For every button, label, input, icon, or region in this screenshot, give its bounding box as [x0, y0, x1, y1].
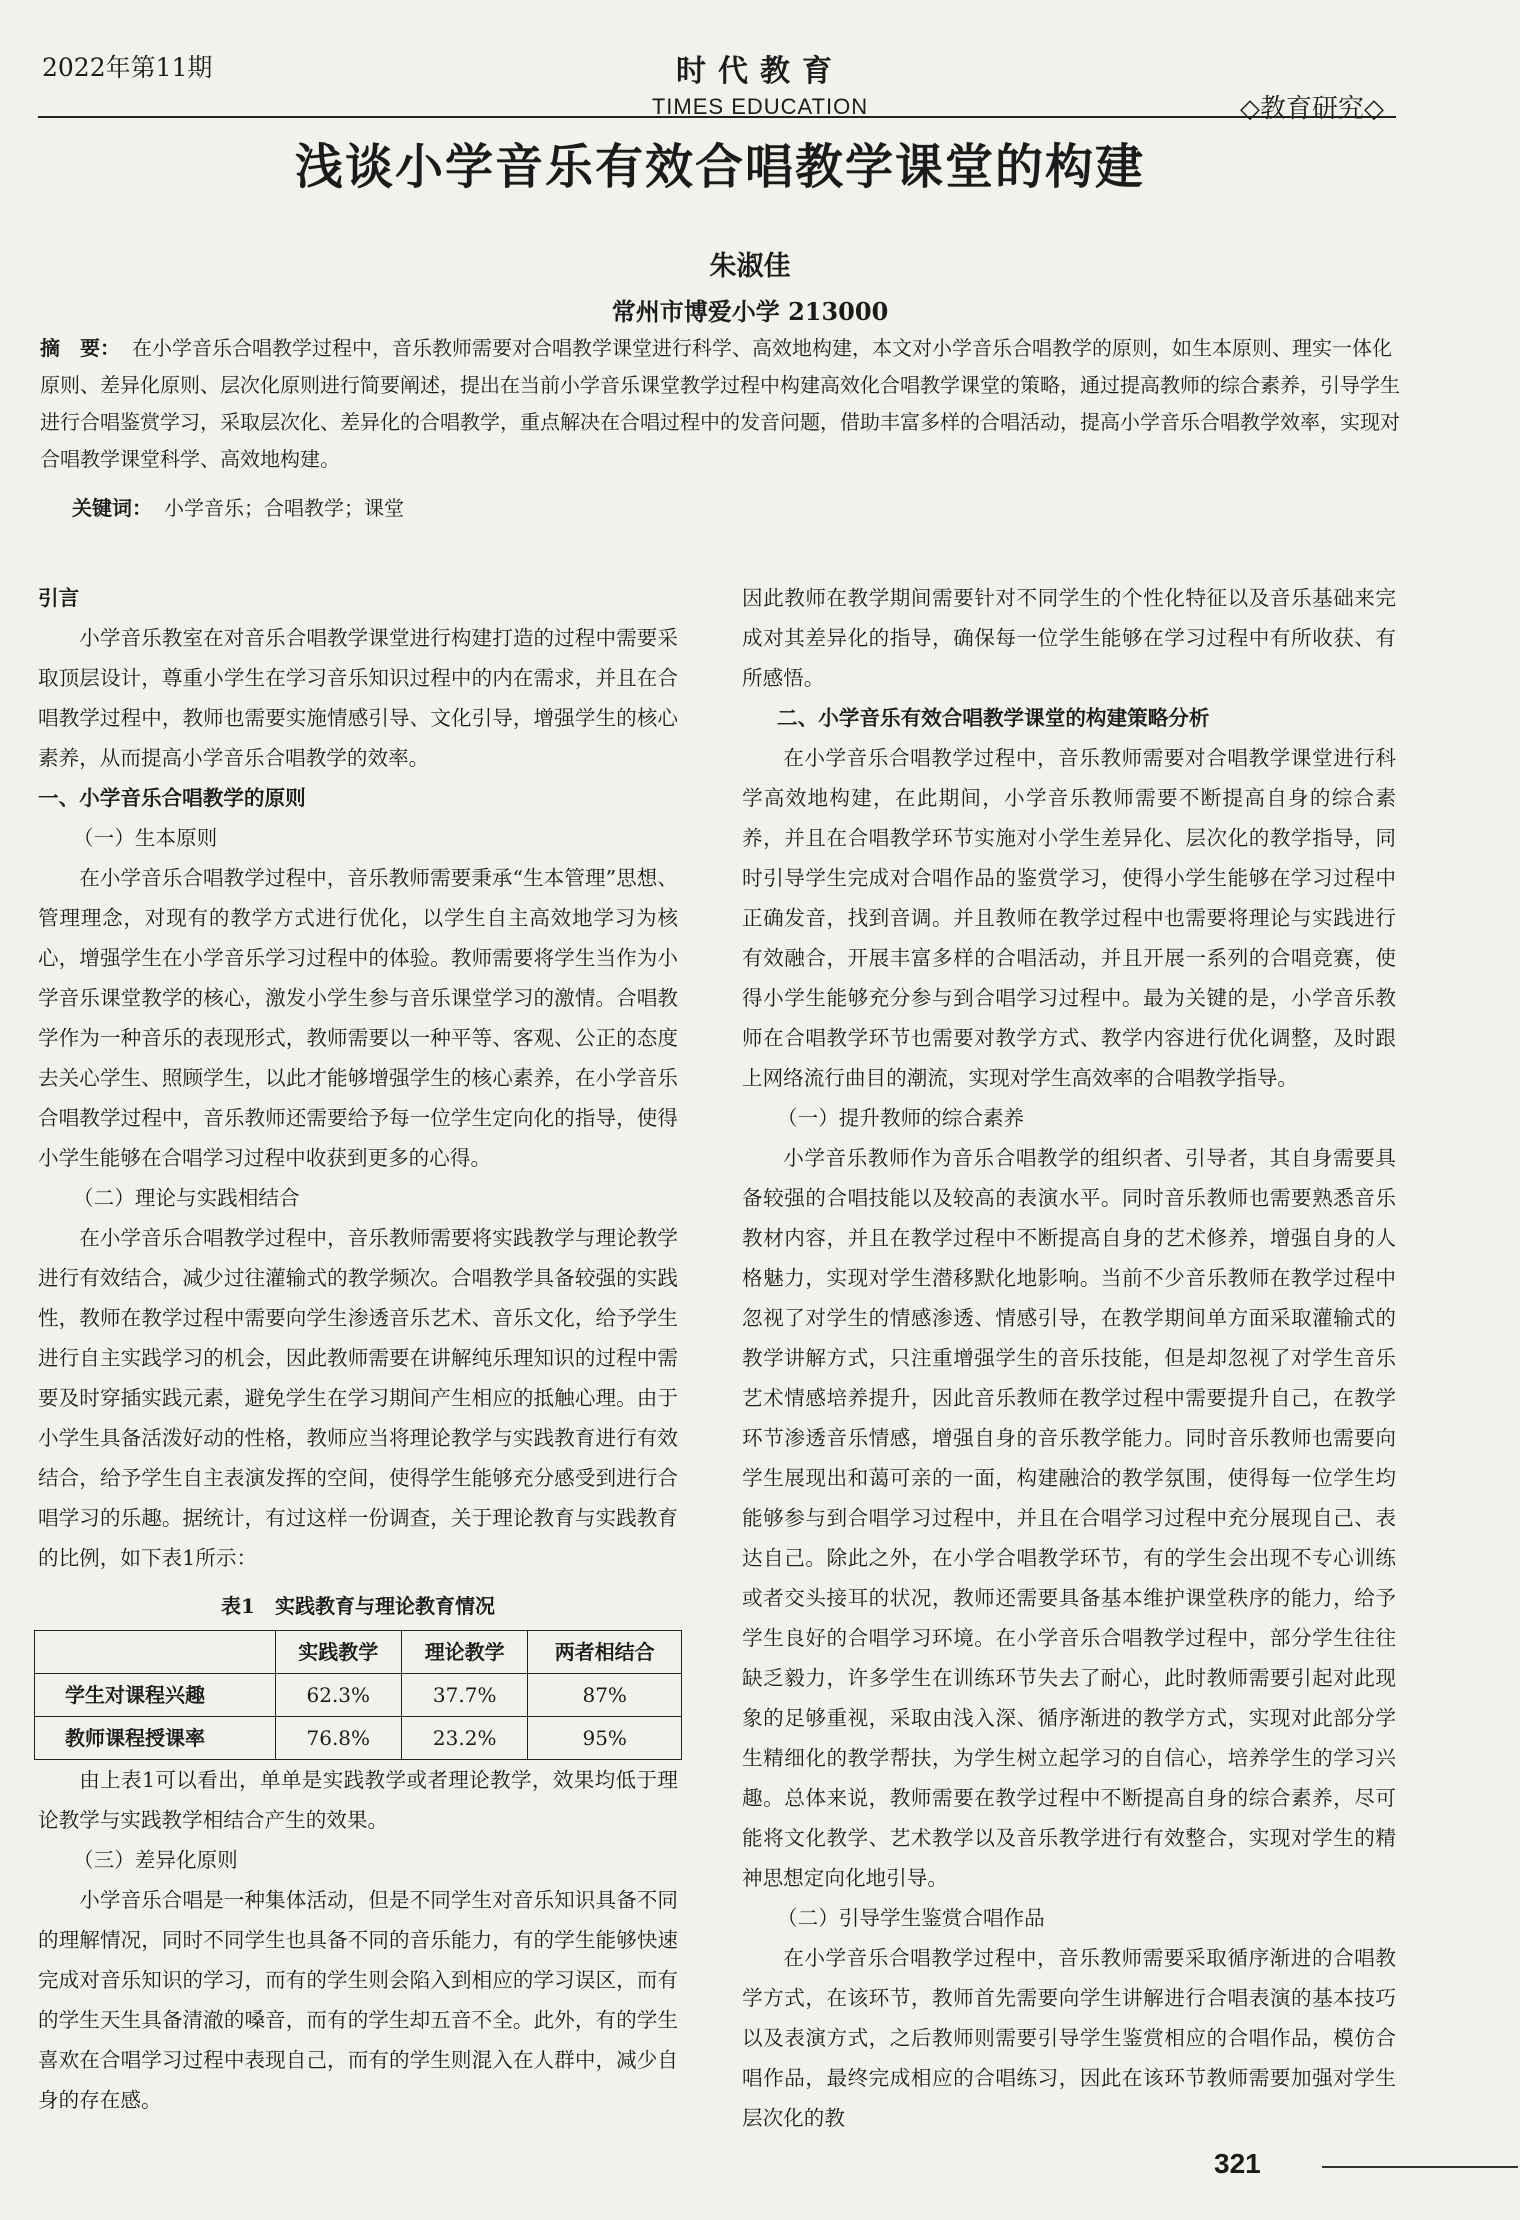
section-1-1-heading: （一）生本原则 [73, 826, 218, 850]
table-row [35, 1674, 682, 1717]
journal-masthead [560, 46, 960, 120]
table-header-cell: 两者相结合 [528, 1631, 682, 1674]
header-divider [38, 116, 1396, 118]
table-cell: 76.8% [275, 1717, 401, 1760]
data-table [34, 1630, 682, 1760]
section-2-2-paragraph: 在小学音乐合唱教学过程中，音乐教师需要采取循序渐进的合唱教学方式，在该环节，教师首先需要向学生讲解进行合唱表演的基本技巧以及表演方式，之后教师则需要引导学生鉴赏相应的合唱作品，模仿合唱作品，最终完成相应的合唱练习，因此在该环节教师需要加强对学生层次化的教 [742, 1946, 1396, 2130]
section-1-2-paragraph: 在小学音乐合唱教学过程中，音乐教师需要将实践教学与理论教学进行有效结合，减少过往灌输式的教学频次。合唱教学具备较强的实践性，教师在教学过程中需要向学生渗透音乐艺术、音乐文化，给予学生进行自主实践学习的机会，因此教师需要在讲解纯乐理知识的过程中需要及时穿插实践元素，避免学生在学习期间产生相应的抵触心理。由于小学生具备活泼好动的性格，教师应当将理论教学与实践教育进行有效结合，给予学生自主表演发挥的空间，使得学生能够充分感受到进行合唱学习的乐趣。据统计，有过这样一份调查，关于理论教育与实践教育的比例，如下表1所示： [38, 1226, 678, 1570]
left-column [38, 578, 678, 2120]
table-cell: 23.2% [401, 1717, 527, 1760]
section-label: ◇教育研究◇ [1240, 94, 1384, 124]
keywords-text: 小学音乐；合唱教学；课堂 [164, 496, 404, 520]
abstract-label: 摘 要： [40, 336, 120, 360]
keywords-label: 关键词： [72, 496, 152, 520]
intro-paragraph: 小学音乐教室在对音乐合唱教学课堂进行构建打造的过程中需要采取顶层设计，尊重小学生在学习音乐知识过程中的内在需求，并且在合唱教学过程中，教师也需要实施情感引导、文化引导，增强学生的核心素养，从而提高小学音乐合唱教学的效率。 [38, 626, 678, 770]
author-affiliation: 常州市博爱小学 213000 [611, 297, 889, 326]
journal-name-en: TIMES EDUCATION [651, 94, 869, 119]
section-2-2-heading: （二）引导学生鉴赏合唱作品 [777, 1906, 1045, 1930]
table-caption: 表1 实践教育与理论教育情况 [221, 1594, 495, 1618]
table-cell: 62.3% [275, 1674, 401, 1717]
after-table-paragraph: 由上表1可以看出，单单是实践教学或者理论教学，效果均低于理论教学与实践教学相结合产生的效果。 [38, 1768, 678, 1832]
journal-name-cn: 时代教育 [676, 54, 844, 89]
page-number: 321 [1214, 2148, 1261, 2179]
table-cell: 87% [528, 1674, 682, 1717]
keywords [72, 492, 972, 521]
section-1-heading: 一、小学音乐合唱教学的原则 [38, 786, 306, 810]
section-1-3-paragraph: 小学音乐合唱是一种集体活动，但是不同学生对音乐知识具备不同的理解情况，同时不同学生也具备不同的音乐能力，有的学生能够快速完成对音乐知识的学习，而有的学生则会陷入到相应的学习误区，而有的学生天生具备清澈的嗓音，而有的学生却五音不全。此外，有的学生喜欢在合唱学习过程中表现自己，而有的学生则混入在人群中，减少自身的存在感。 [38, 1888, 678, 2112]
table-row-label: 学生对课程兴趣 [35, 1674, 276, 1717]
article-title: 浅谈小学音乐有效合唱教学课堂的构建 [294, 139, 1145, 195]
table-row-label: 教师课程授课率 [35, 1717, 276, 1760]
footer-rule [1322, 2166, 1518, 2168]
section-1-2-heading: （二）理论与实践相结合 [73, 1186, 300, 1210]
right-column [742, 578, 1396, 2138]
table-cell: 37.7% [401, 1674, 527, 1717]
section-1-1-paragraph: 在小学音乐合唱教学过程中，音乐教师需要秉承“生本管理”思想、管理理念，对现有的教学方式进行优化，以学生自主高效地学习为核心，增强学生在小学音乐学习过程中的体验。教师需要将学生当作为小学音乐课堂教学的核心，激发小学生参与音乐课堂学习的激情。合唱教学作为一种音乐的表现形式，教师需要以一种平等、客观、公正的态度去关心学生、照顾学生，以此才能够增强学生的核心素养，在小学音乐合唱教学过程中，音乐教师还需要给予每一位学生定向化的指导，使得小学生能够在合唱学习过程中收获到更多的心得。 [38, 866, 678, 1170]
section-2-heading: 二、小学音乐有效合唱教学课堂的构建策略分析 [777, 706, 1210, 730]
issue-label: 2022年第11期 [42, 53, 213, 82]
section-2-paragraph: 在小学音乐合唱教学过程中，音乐教师需要对合唱教学课堂进行科学高效地构建，在此期间，小学音乐教师需要不断提高自身的综合素养，并且在合唱教学环节实施对小学生差异化、层次化的教学指导，同时引导学生完成对合唱作品的鉴赏学习，使得小学生能够在学习过程中正确发音，找到音调。并且教师在教学过程中也需要将理论与实践进行有效融合，开展丰富多样的合唱活动，并且开展一系列的合唱竞赛，使得小学生能够充分参与到合唱学习过程中。最为关键的是，小学音乐教师在合唱教学环节也需要对教学方式、教学内容进行优化调整，及时跟上网络流行曲目的潮流，实现对学生高效率的合唱教学指导。 [742, 746, 1396, 1090]
table-header-cell [35, 1631, 276, 1674]
table-header-row [35, 1631, 682, 1674]
abstract [40, 330, 1400, 478]
section-2-1-paragraph: 小学音乐教师作为音乐合唱教学的组织者、引导者，其自身需要具备较强的合唱技能以及较高的表演水平。同时音乐教师也需要熟悉音乐教材内容，并且在教学过程中不断提高自身的艺术修养，增强自身的人格魅力，实现对学生潜移默化地影响。当前不少音乐教师在教学过程中忽视了对学生的情感渗透、情感引导，在教学期间单方面采取灌输式的教学讲解方式，只注重增强学生的音乐技能，但是却忽视了对学生音乐艺术情感培养提升，因此音乐教师在教学过程中需要提升自己，在教学环节渗透音乐情感，增强自身的音乐教学能力。同时音乐教师也需要向学生展现出和蔼可亲的一面，构建融洽的教学氛围，使得每一位学生均能够参与到合唱学习过程中，并且在合唱学习过程中充分展现自己、表达自己。除此之外，在小学合唱教学环节，有的学生会出现不专心训练或者交头接耳的状况，教师还需要具备基本维护课堂秩序的能力，给予学生良好的合唱学习环境。在小学音乐合唱教学过程中，部分学生往往缺乏毅力，许多学生在训练环节失去了耐心，此时教师需要引起对此现象的足够重视，采取由浅入深、循序渐进的教学方式，实现对此部分学生精细化的教学帮扶，为学生树立起学习的自信心，培养学生的学习兴趣。总体来说，教师需要在教学过程中不断提高自身的综合素养，尽可能将文化教学、艺术教学以及音乐教学进行有效整合，实现对学生的精神思想定向化地引导。 [742, 1146, 1396, 1890]
table-header-cell: 实践教学 [275, 1631, 401, 1674]
section-2-1-heading: （一）提升教师的综合素养 [777, 1106, 1025, 1130]
section-1-3-heading: （三）差异化原则 [73, 1848, 238, 1872]
abstract-text: 在小学音乐合唱教学过程中，音乐教师需要对合唱教学课堂进行科学、高效地构建，本文对小学音乐合唱教学的原则，如生本原则、理实一体化原则、差异化原则、层次化原则进行简要阐述，提出在当前小学音乐课堂教学过程中构建高效化合唱教学课堂的策略，通过提高教师的综合素养，引导学生进行合唱鉴赏学习，采取层次化、差异化的合唱教学，重点解决在合唱过程中的发音问题，借助丰富多样的合唱活动，提高小学音乐合唱教学效率，实现对合唱教学课堂科学、高效地构建。 [40, 336, 1400, 471]
table-header-cell: 理论教学 [401, 1631, 527, 1674]
author-name: 朱淑佳 [709, 251, 791, 282]
intro-heading: 引言 [38, 586, 80, 610]
table-cell: 95% [528, 1717, 682, 1760]
table-row [35, 1717, 682, 1760]
continued-paragraph: 因此教师在教学期间需要针对不同学生的个性化特征以及音乐基础来完成对其差异化的指导，确保每一位学生能够在学习过程中有所收获、有所感悟。 [742, 586, 1396, 690]
